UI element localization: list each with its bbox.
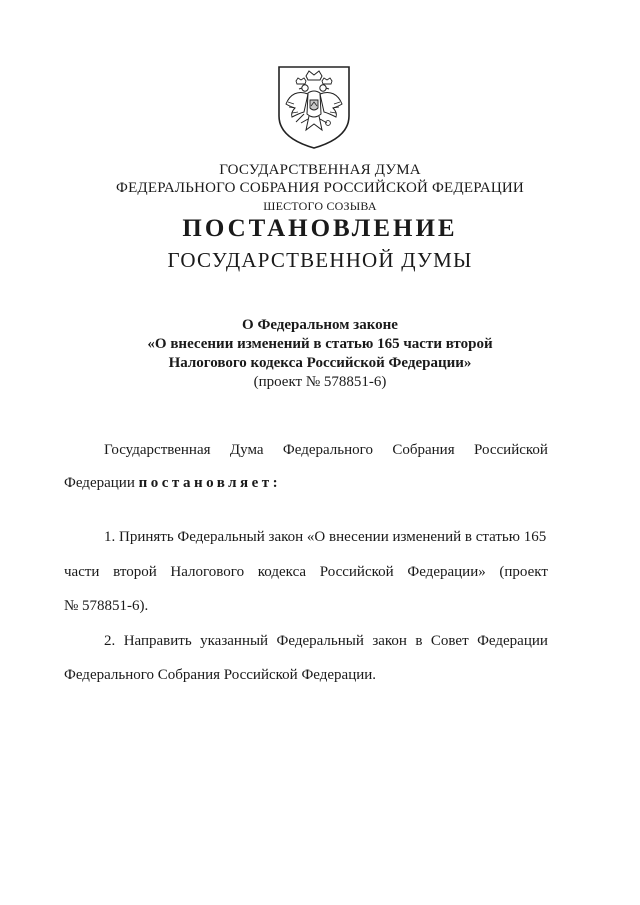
project-number: (проект № 578851-6): [253, 374, 387, 390]
word: Направить: [123, 633, 192, 649]
item1-line1: 1. Принять Федеральный закон «О внесении изменений в статью 165: [104, 529, 547, 545]
word: указанный: [200, 633, 269, 649]
item1-line2: [64, 563, 548, 581]
word: Совет: [430, 633, 469, 649]
preamble-subject: Федерации: [64, 475, 135, 491]
word: Собрания: [392, 442, 455, 458]
word: (проект: [499, 564, 548, 580]
word: Федерального: [282, 442, 373, 458]
word: Государственная: [104, 442, 211, 458]
subject-line3: Налогового кодекса Российской Федерации»: [168, 355, 472, 371]
word: закон: [372, 633, 407, 649]
preamble-line2: [64, 474, 548, 492]
document-issuer: ГОСУДАРСТВЕННОЙ ДУМЫ: [167, 248, 473, 272]
convocation: ШЕСТОГО СОЗЫВА: [263, 199, 377, 213]
word: кодекса: [257, 564, 307, 580]
word: Федерации: [477, 633, 548, 649]
decree-word: постановляет:: [138, 475, 282, 491]
word: 2.: [104, 633, 116, 649]
word: Федерации»: [407, 564, 486, 580]
subject-line1: О Федеральном законе: [242, 317, 398, 333]
word: части: [64, 564, 100, 580]
org-title-line2: ФЕДЕРАЛЬНОГО СОБРАНИЯ РОССИЙСКОЙ ФЕДЕРАЦИИ: [116, 180, 524, 196]
word: Налогового: [170, 564, 245, 580]
russian-coat-of-arms-icon: [276, 64, 352, 150]
word: Федеральный: [276, 633, 364, 649]
subject-line2: «О внесении изменений в статью 165 части второй: [147, 336, 493, 352]
item2-line1: [104, 632, 548, 650]
word: Российской: [474, 442, 548, 458]
preamble-line1: [104, 441, 548, 459]
org-title-line1: ГОСУДАРСТВЕННАЯ ДУМА: [219, 162, 421, 178]
item2-line2: Федерального Собрания Российской Федерации.: [64, 667, 377, 683]
document-type: ПОСТАНОВЛЕНИЕ: [182, 215, 458, 242]
word: в: [415, 633, 423, 649]
item1-line3: № 578851-6).: [64, 598, 149, 614]
word: Российской: [319, 564, 394, 580]
word: Дума: [229, 442, 264, 458]
word: второй: [113, 564, 157, 580]
